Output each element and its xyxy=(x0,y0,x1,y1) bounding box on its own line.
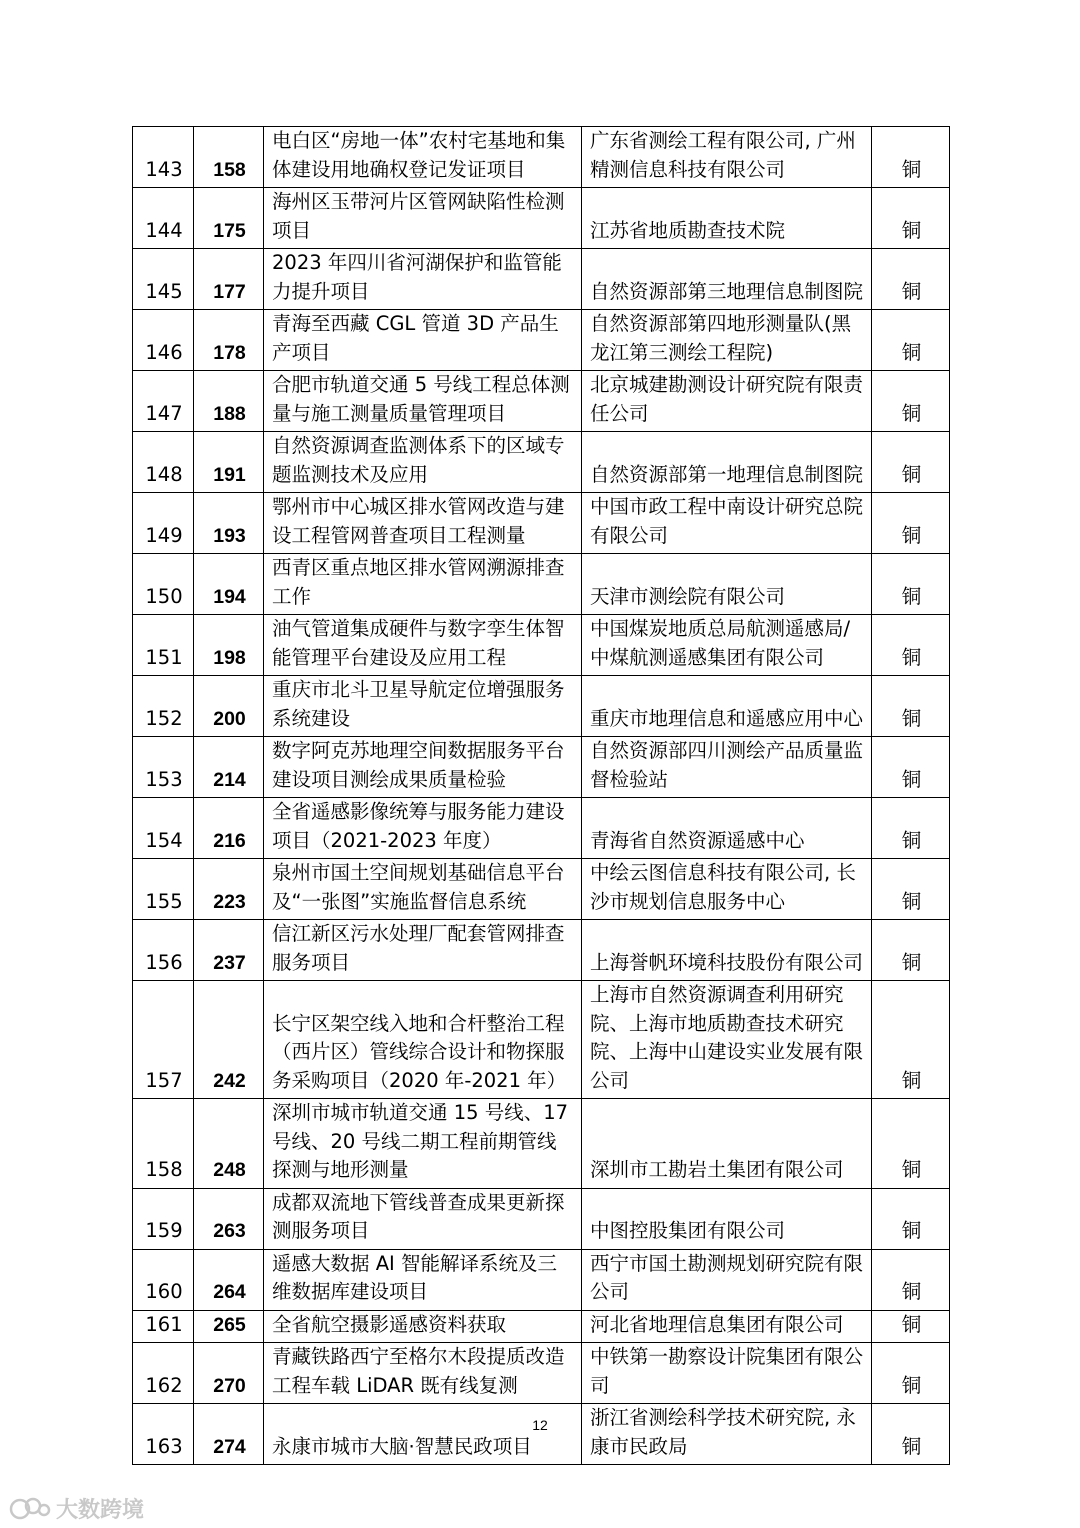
row-award-cell: 铜 xyxy=(872,1343,950,1404)
watermark-logo-icon xyxy=(8,1493,52,1523)
row-award-cell: 铜 xyxy=(872,737,950,798)
row-entry-number-cell: 191 xyxy=(194,432,264,493)
row-project-name-cell: 遥感大数据 AI 智能解译系统及三维数据库建设项目 xyxy=(264,1249,582,1310)
row-entry-number-cell: 177 xyxy=(194,249,264,310)
row-project-name-cell: 2023 年四川省河湖保护和监管能力提升项目 xyxy=(264,249,582,310)
row-sequence-cell: 153 xyxy=(133,737,194,798)
row-unit-cell: 中图控股集团有限公司 xyxy=(582,1188,872,1249)
row-award-cell: 铜 xyxy=(872,859,950,920)
row-unit-cell: 上海市自然资源调查利用研究院、上海市地质勘查技术研究院、上海中山建设实业发展有限公司 xyxy=(582,981,872,1099)
row-sequence-cell: 143 xyxy=(133,127,194,188)
row-unit-cell: 中国煤炭地质总局航测遥感局/中煤航测遥感集团有限公司 xyxy=(582,615,872,676)
row-unit-cell: 河北省地理信息集团有限公司 xyxy=(582,1310,872,1343)
row-unit-cell: 广东省测绘工程有限公司, 广州精测信息科技有限公司 xyxy=(582,127,872,188)
row-unit-cell: 西宁市国土勘测规划研究院有限公司 xyxy=(582,1249,872,1310)
row-unit-cell: 中绘云图信息科技有限公司, 长沙市规划信息服务中心 xyxy=(582,859,872,920)
row-entry-number-cell: 265 xyxy=(194,1310,264,1343)
watermark-text: 大数跨境 xyxy=(56,1497,145,1523)
row-sequence-cell: 154 xyxy=(133,798,194,859)
row-unit-cell: 自然资源部第三地理信息制图院 xyxy=(582,249,872,310)
award-table xyxy=(132,126,950,1465)
table-row xyxy=(133,676,950,737)
table-row xyxy=(133,1099,950,1189)
row-award-cell: 铜 xyxy=(872,432,950,493)
row-sequence-cell: 150 xyxy=(133,554,194,615)
table-row xyxy=(133,737,950,798)
page-number: 12 xyxy=(532,1417,548,1433)
row-award-cell: 铜 xyxy=(872,310,950,371)
row-entry-number-cell: 216 xyxy=(194,798,264,859)
table-row xyxy=(133,1310,950,1343)
row-project-name-cell: 西青区重点地区排水管网溯源排查工作 xyxy=(264,554,582,615)
table-row xyxy=(133,920,950,981)
row-sequence-cell: 152 xyxy=(133,676,194,737)
row-sequence-cell: 147 xyxy=(133,371,194,432)
row-unit-cell: 自然资源部第一地理信息制图院 xyxy=(582,432,872,493)
row-unit-cell: 深圳市工勘岩土集团有限公司 xyxy=(582,1099,872,1189)
row-unit-cell: 自然资源部四川测绘产品质量监督检验站 xyxy=(582,737,872,798)
row-award-cell: 铜 xyxy=(872,249,950,310)
row-project-name-cell: 成都双流地下管线普查成果更新探测服务项目 xyxy=(264,1188,582,1249)
row-award-cell: 铜 xyxy=(872,1249,950,1310)
row-entry-number-cell: 158 xyxy=(194,127,264,188)
row-sequence-cell: 146 xyxy=(133,310,194,371)
row-project-name-cell: 自然资源调查监测体系下的区域专题监测技术及应用 xyxy=(264,432,582,493)
row-entry-number-cell: 263 xyxy=(194,1188,264,1249)
row-entry-number-cell: 248 xyxy=(194,1099,264,1189)
row-sequence-cell: 145 xyxy=(133,249,194,310)
row-project-name-cell: 全省航空摄影遥感资料获取 xyxy=(264,1310,582,1343)
row-unit-cell: 上海誉帆环境科技股份有限公司 xyxy=(582,920,872,981)
row-award-cell: 铜 xyxy=(872,127,950,188)
row-unit-cell: 重庆市地理信息和遥感应用中心 xyxy=(582,676,872,737)
row-entry-number-cell: 200 xyxy=(194,676,264,737)
table-row xyxy=(133,1188,950,1249)
row-project-name-cell: 青海至西藏 CGL 管道 3D 产品生产项目 xyxy=(264,310,582,371)
row-entry-number-cell: 178 xyxy=(194,310,264,371)
row-project-name-cell: 泉州市国土空间规划基础信息平台及“一张图”实施监督信息系统 xyxy=(264,859,582,920)
row-unit-cell: 江苏省地质勘查技术院 xyxy=(582,188,872,249)
row-sequence-cell: 159 xyxy=(133,1188,194,1249)
row-award-cell: 铜 xyxy=(872,1099,950,1189)
row-entry-number-cell: 193 xyxy=(194,493,264,554)
row-project-name-cell: 长宁区架空线入地和合杆整治工程（西片区）管线综合设计和物探服务采购项目（2020 年-2021 年） xyxy=(264,981,582,1099)
table-row xyxy=(133,798,950,859)
row-sequence-cell: 162 xyxy=(133,1343,194,1404)
row-award-cell: 铜 xyxy=(872,798,950,859)
row-entry-number-cell: 223 xyxy=(194,859,264,920)
row-entry-number-cell: 242 xyxy=(194,981,264,1099)
row-award-cell: 铜 xyxy=(872,920,950,981)
row-entry-number-cell: 198 xyxy=(194,615,264,676)
table-row xyxy=(133,188,950,249)
row-entry-number-cell: 274 xyxy=(194,1404,264,1465)
row-unit-cell: 青海省自然资源遥感中心 xyxy=(582,798,872,859)
row-entry-number-cell: 175 xyxy=(194,188,264,249)
row-award-cell: 铜 xyxy=(872,615,950,676)
table-row xyxy=(133,249,950,310)
row-award-cell: 铜 xyxy=(872,493,950,554)
row-sequence-cell: 155 xyxy=(133,859,194,920)
row-unit-cell: 浙江省测绘科学技术研究院, 永康市民政局 xyxy=(582,1404,872,1465)
row-award-cell: 铜 xyxy=(872,1188,950,1249)
row-project-name-cell: 电白区“房地一体”农村宅基地和集体建设用地确权登记发证项目 xyxy=(264,127,582,188)
row-project-name-cell: 信江新区污水处理厂配套管网排查服务项目 xyxy=(264,920,582,981)
row-project-name-cell: 深圳市城市轨道交通 15 号线、17 号线、20 号线二期工程前期管线探测与地形测量 xyxy=(264,1099,582,1189)
row-sequence-cell: 156 xyxy=(133,920,194,981)
row-sequence-cell: 149 xyxy=(133,493,194,554)
row-unit-cell: 自然资源部第四地形测量队(黑龙江第三测绘工程院) xyxy=(582,310,872,371)
table-row xyxy=(133,127,950,188)
row-project-name-cell: 重庆市北斗卫星导航定位增强服务系统建设 xyxy=(264,676,582,737)
row-sequence-cell: 163 xyxy=(133,1404,194,1465)
row-project-name-cell: 油气管道集成硬件与数字孪生体智能管理平台建设及应用工程 xyxy=(264,615,582,676)
row-sequence-cell: 158 xyxy=(133,1099,194,1189)
row-entry-number-cell: 264 xyxy=(194,1249,264,1310)
row-sequence-cell: 157 xyxy=(133,981,194,1099)
watermark xyxy=(8,1490,144,1526)
row-entry-number-cell: 194 xyxy=(194,554,264,615)
row-entry-number-cell: 188 xyxy=(194,371,264,432)
row-project-name-cell: 永康市城市大脑·智慧民政项目 xyxy=(264,1404,582,1465)
row-unit-cell: 中国市政工程中南设计研究总院有限公司 xyxy=(582,493,872,554)
row-project-name-cell: 海州区玉带河片区管网缺陷性检测项目 xyxy=(264,188,582,249)
table-row xyxy=(133,310,950,371)
row-entry-number-cell: 270 xyxy=(194,1343,264,1404)
table-row xyxy=(133,432,950,493)
row-award-cell: 铜 xyxy=(872,676,950,737)
row-award-cell: 铜 xyxy=(872,981,950,1099)
row-project-name-cell: 全省遥感影像统筹与服务能力建设项目（2021-2023 年度） xyxy=(264,798,582,859)
row-sequence-cell: 151 xyxy=(133,615,194,676)
row-award-cell: 铜 xyxy=(872,554,950,615)
table-row xyxy=(133,493,950,554)
table-row xyxy=(133,554,950,615)
row-unit-cell: 天津市测绘院有限公司 xyxy=(582,554,872,615)
row-sequence-cell: 160 xyxy=(133,1249,194,1310)
table-row xyxy=(133,1343,950,1404)
table-row xyxy=(133,371,950,432)
row-award-cell: 铜 xyxy=(872,371,950,432)
table-row xyxy=(133,981,950,1099)
row-award-cell: 铜 xyxy=(872,1404,950,1465)
row-unit-cell: 北京城建勘测设计研究院有限责任公司 xyxy=(582,371,872,432)
row-unit-cell: 中铁第一勘察设计院集团有限公司 xyxy=(582,1343,872,1404)
row-entry-number-cell: 214 xyxy=(194,737,264,798)
row-sequence-cell: 148 xyxy=(133,432,194,493)
row-sequence-cell: 144 xyxy=(133,188,194,249)
table-row xyxy=(133,859,950,920)
table-row xyxy=(133,1404,950,1465)
row-project-name-cell: 合肥市轨道交通 5 号线工程总体测量与施工测量质量管理项目 xyxy=(264,371,582,432)
row-project-name-cell: 青藏铁路西宁至格尔木段提质改造工程车载 LiDAR 既有线复测 xyxy=(264,1343,582,1404)
table-row xyxy=(133,615,950,676)
row-project-name-cell: 数字阿克苏地理空间数据服务平台建设项目测绘成果质量检验 xyxy=(264,737,582,798)
row-project-name-cell: 鄂州市中心城区排水管网改造与建设工程管网普查项目工程测量 xyxy=(264,493,582,554)
row-sequence-cell: 161 xyxy=(133,1310,194,1343)
row-award-cell: 铜 xyxy=(872,188,950,249)
row-entry-number-cell: 237 xyxy=(194,920,264,981)
award-table-body xyxy=(133,127,950,1465)
table-row xyxy=(133,1249,950,1310)
row-award-cell: 铜 xyxy=(872,1310,950,1343)
